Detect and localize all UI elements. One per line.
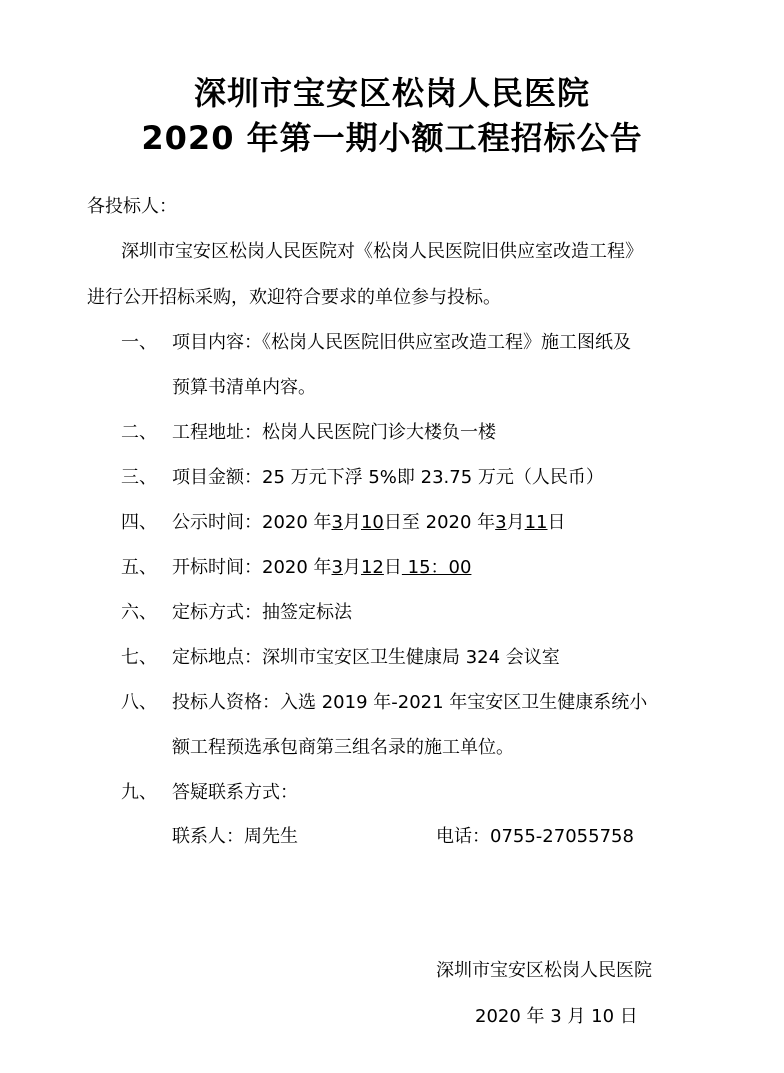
item-8-line2: 额工程预选承包商第三组名录的施工单位。	[172, 737, 514, 758]
item-5-month: 3	[331, 557, 343, 578]
item-5-day: 12	[360, 557, 384, 578]
item-9-number: 九、	[121, 782, 157, 803]
item-6-text: 定标方式：抽签定标法	[172, 602, 352, 623]
item-9-text: 答疑联系方式：	[172, 782, 298, 803]
item-4-start-month: 3	[331, 512, 343, 533]
contact-phone: 电话：0755-27055758	[436, 826, 634, 847]
item-5-time: 15：00	[401, 557, 472, 578]
item-4-sep4: 日	[547, 512, 566, 533]
signature-organization: 深圳市宝安区松岗人民医院	[436, 960, 652, 981]
item-2-number: 二、	[121, 422, 157, 443]
page-title-line2: 2020 年第一期小额工程招标公告	[141, 119, 643, 157]
item-1-line2: 预算书清单内容。	[172, 377, 316, 398]
item-4-number: 四、	[121, 512, 157, 533]
item-8-number: 八、	[121, 692, 157, 713]
item-7-number: 七、	[121, 647, 157, 668]
salutation: 各投标人：	[87, 196, 177, 217]
item-4-sep1: 月	[342, 512, 361, 533]
item-7-text: 定标地点：深圳市宝安区卫生健康局 324 会议室	[172, 647, 560, 668]
item-3-text: 项目金额：25 万元下浮 5%即 23.75 万元（人民币）	[172, 467, 604, 488]
item-6-number: 六、	[121, 602, 157, 623]
item-1-line1: 项目内容：《松岗人民医院旧供应室改造工程》施工图纸及	[172, 332, 631, 353]
item-5-text	[172, 553, 471, 579]
item-5-prefix: 开标时间：2020 年	[172, 557, 332, 578]
signature-date: 2020 年 3 月 10 日	[475, 1006, 638, 1027]
intro-line1: 深圳市宝安区松岗人民医院对《松岗人民医院旧供应室改造工程》	[121, 241, 643, 262]
item-5-sep2: 日	[383, 557, 402, 578]
item-5-sep1: 月	[342, 557, 361, 578]
item-4-sep2: 日至 2020 年	[383, 512, 496, 533]
item-5-number: 五、	[121, 557, 157, 578]
item-1-number: 一、	[121, 332, 157, 353]
item-4-end-day: 11	[524, 512, 548, 533]
item-3-number: 三、	[121, 467, 157, 488]
contact-person: 联系人：周先生	[172, 826, 298, 847]
item-2-text: 工程地址：松岗人民医院门诊大楼负一楼	[172, 422, 496, 443]
item-8-line1: 投标人资格：入选 2019 年-2021 年宝安区卫生健康系统小	[172, 692, 648, 713]
intro-line2: 进行公开招标采购，欢迎符合要求的单位参与投标。	[87, 287, 501, 308]
item-4-sep3: 月	[506, 512, 525, 533]
page-title-line1: 深圳市宝安区松岗人民医院	[193, 74, 590, 112]
item-4-text	[172, 508, 566, 534]
item-4-start-day: 10	[360, 512, 384, 533]
item-4-prefix: 公示时间：2020 年	[172, 512, 332, 533]
item-4-end-month: 3	[495, 512, 507, 533]
